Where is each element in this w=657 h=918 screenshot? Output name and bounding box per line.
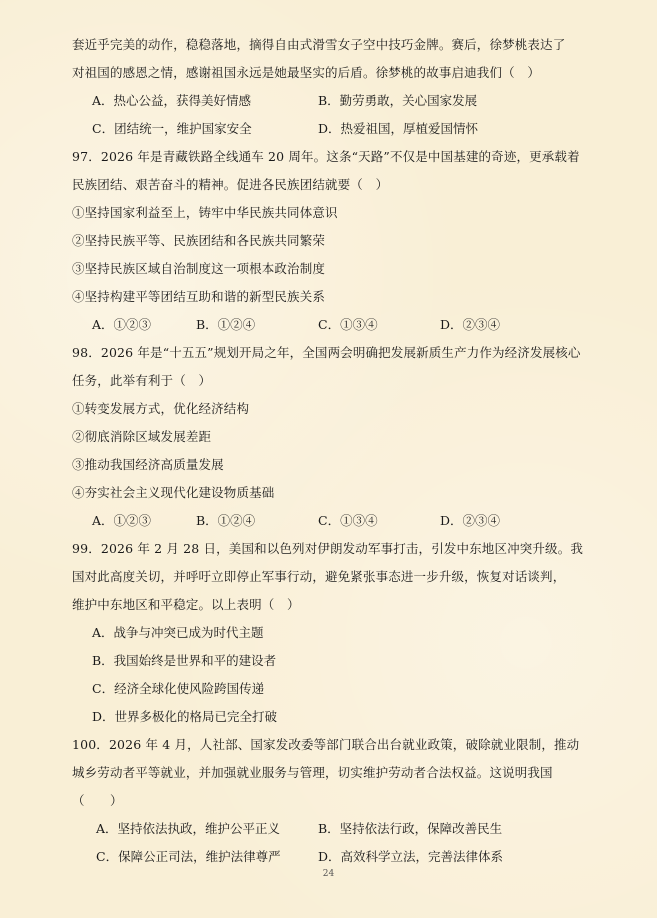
q96-text-line-2: 对祖国的感恩之情，感谢祖国永远是她最坚实的后盾。徐梦桃的故事启迪我们（ ）	[72, 65, 541, 80]
q97-statement-3: ③坚持民族区域自治制度这一项根本政治制度	[72, 261, 326, 276]
q99-option-b[interactable]: B．我国始终是世界和平的建设者	[92, 653, 277, 668]
q99-text-line-2: 国对此高度关切，并呼吁立即停止军事行动，避免紧张事态进一步升级，恢复对话谈判，	[72, 569, 566, 584]
q97-option-c[interactable]: C．①③④	[318, 317, 378, 332]
page-number: 24	[322, 869, 335, 879]
q100-option-d[interactable]: D．高效科学立法，完善法律体系	[318, 849, 504, 864]
q100-option-c[interactable]: C．保障公正司法，维护法律尊严	[96, 849, 281, 864]
q98-option-d[interactable]: D．②③④	[440, 513, 501, 528]
q100-text-line-1: 100．2026 年 4 月，人社部、国家发改委等部门联合出台就业政策，破除就业限制，推动	[72, 737, 580, 752]
q97-statement-2: ②坚持民族平等、民族团结和各民族共同繁荣	[72, 233, 326, 248]
q100-option-b[interactable]: B．坚持依法行政，保障改善民生	[318, 821, 503, 836]
q98-statement-2: ②彻底消除区域发展差距	[72, 429, 212, 444]
q97-option-b[interactable]: B．①②④	[196, 317, 256, 332]
q97-statement-1: ①坚持国家利益至上，铸牢中华民族共同体意识	[72, 205, 338, 220]
q96-option-d[interactable]: D．热爱祖国，厚植爱国情怀	[318, 121, 479, 136]
q96-option-b[interactable]: B．勤劳勇敢，关心国家发展	[318, 93, 478, 108]
q100-text-line-3: （ ）	[72, 793, 123, 808]
q100-text-line-2: 城乡劳动者平等就业，并加强就业服务与管理，切实维护劳动者合法权益。这说明我国	[72, 765, 553, 780]
q98-statement-4: ④夯实社会主义现代化建设物质基础	[72, 485, 275, 500]
q97-text-line-2: 民族团结、艰苦奋斗的精神。促进各民族团结就要（ ）	[72, 177, 389, 192]
q96-option-a[interactable]: A．热心公益，获得美好情感	[92, 93, 252, 108]
q99-option-c[interactable]: C．经济全球化使风险跨国传递	[92, 681, 265, 696]
q99-option-d[interactable]: D．世界多极化的格局已完全打破	[92, 709, 278, 724]
q98-statement-3: ③推动我国经济高质量发展	[72, 457, 224, 472]
q98-statement-1: ①转变发展方式，优化经济结构	[72, 401, 250, 416]
q98-option-c[interactable]: C．①③④	[318, 513, 378, 528]
q99-text-line-1: 99．2026 年 2 月 28 日，美国和以色列对伊朗发动军事打击，引发中东地区冲突升级。我	[72, 541, 583, 556]
q97-option-d[interactable]: D．②③④	[440, 317, 501, 332]
q96-text-line-1: 套近乎完美的动作，稳稳落地，摘得自由式滑雪女子空中技巧金牌。赛后，徐梦桃表达了	[72, 37, 566, 52]
q100-option-a[interactable]: A．坚持依法执政，维护公平正义	[96, 821, 281, 836]
q99-option-a[interactable]: A．战争与冲突已成为时代主题	[92, 625, 264, 640]
q98-option-a[interactable]: A．①②③	[92, 513, 152, 528]
q97-option-a[interactable]: A．①②③	[92, 317, 152, 332]
q98-text-line-2: 任务，此举有利于（ ）	[72, 373, 212, 388]
q96-option-c[interactable]: C．团结统一，维护国家安全	[92, 121, 252, 136]
q97-text-line-1: 97．2026 年是青藏铁路全线通车 20 周年。这条“天路”不仅是中国基建的奇迹，更承载着	[72, 149, 580, 164]
q98-option-b[interactable]: B．①②④	[196, 513, 256, 528]
q99-text-line-3: 维护中东地区和平稳定。以上表明（ ）	[72, 597, 300, 612]
q98-text-line-1: 98．2026 年是“十五五”规划开局之年，全国两会明确把发展新质生产力作为经济发展核心	[72, 345, 581, 360]
q97-statement-4: ④坚持构建平等团结互助和谐的新型民族关系	[72, 289, 326, 304]
